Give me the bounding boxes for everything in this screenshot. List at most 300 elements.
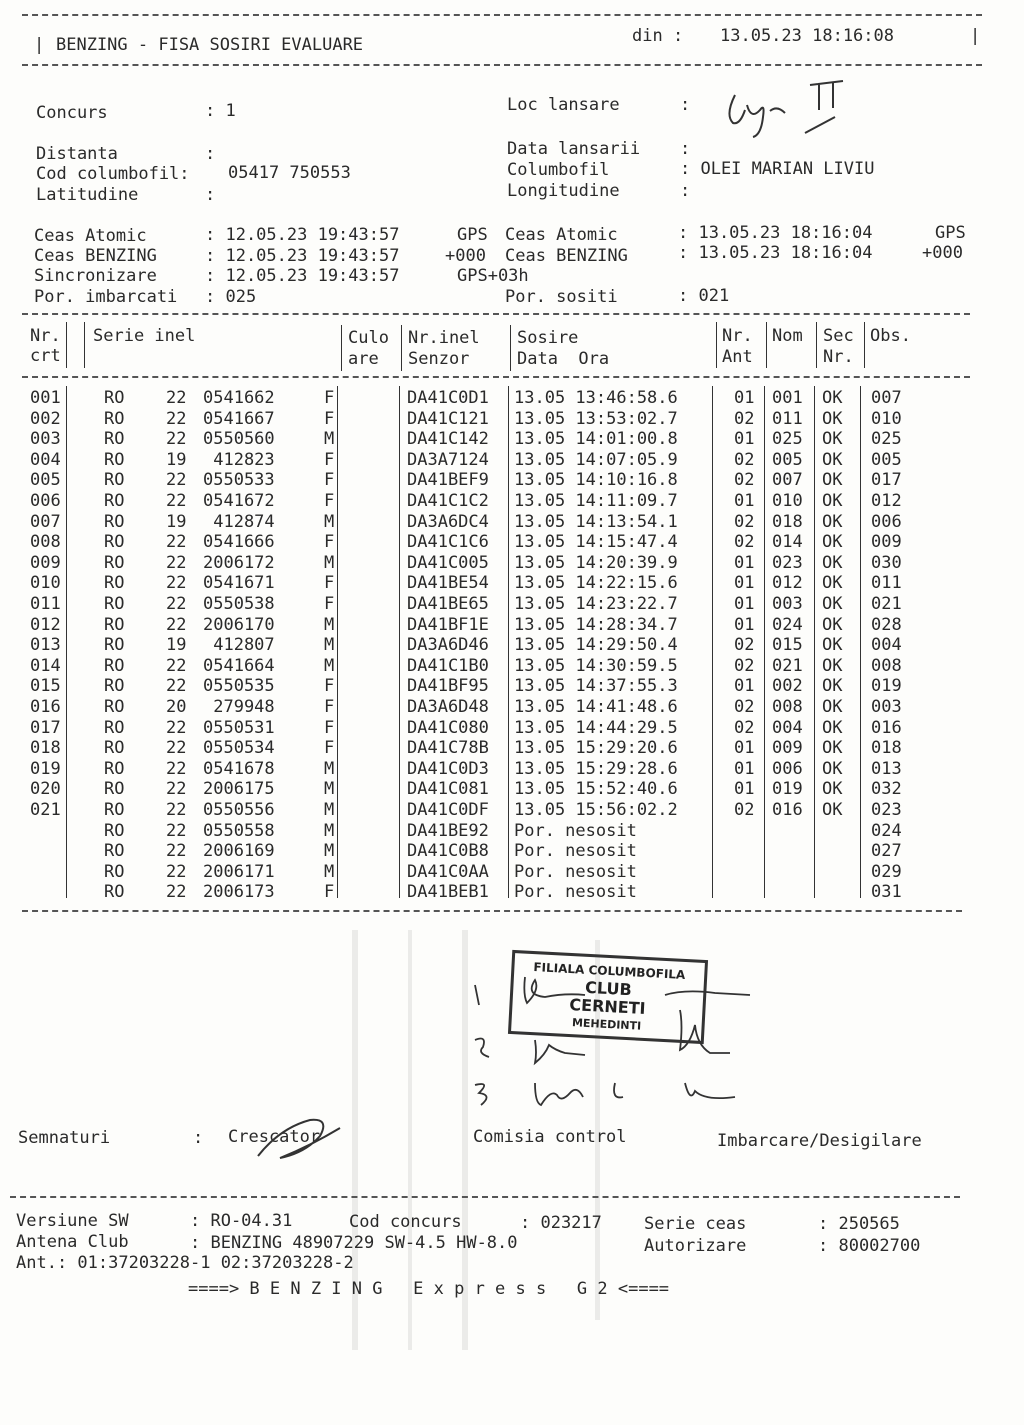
- cell-obs: 024: [871, 820, 902, 841]
- cell-sec: OK: [822, 779, 843, 800]
- cell-nr-crt: 020: [30, 779, 61, 800]
- date-label: din :: [632, 26, 684, 46]
- cell-antenna: 01: [734, 594, 755, 614]
- cell-antenna: 01: [734, 552, 755, 573]
- sincronizare-label: Sincronizare: [34, 266, 157, 286]
- cell-sex: F: [324, 738, 335, 759]
- page-title: BENZING - FISA SOSIRI EVALUARE: [56, 35, 364, 55]
- table-row: [0, 388, 1024, 408]
- cell-sec: OK: [822, 697, 843, 717]
- cell-country: RO: [104, 697, 125, 717]
- cell-obs: 021: [871, 594, 902, 614]
- cell-arrival: 13.05 14:10:16.8: [514, 470, 678, 491]
- cell-nr-crt: 011: [30, 594, 61, 614]
- cell-country: RO: [104, 573, 125, 594]
- ceas-atomic-label: Ceas Atomic: [34, 226, 147, 246]
- col-header-nrinel: Nr.inel: [408, 328, 480, 348]
- cell-nom: 003: [772, 594, 803, 614]
- ceas-atomic-value: : 12.05.23 19:43:57: [205, 225, 400, 245]
- cell-sec: OK: [822, 717, 843, 738]
- cell-country: RO: [104, 717, 125, 738]
- cell-sensor: DA41BEF9: [407, 470, 489, 491]
- cell-country: RO: [104, 552, 125, 573]
- cell-sex: F: [324, 594, 335, 614]
- cell-year: 22: [166, 470, 187, 491]
- latitudine-label: Latitudine: [36, 185, 139, 205]
- cell-country: RO: [104, 635, 125, 656]
- cell-sensor: DA3A7124: [407, 449, 489, 470]
- cell-sec: OK: [822, 758, 843, 779]
- cell-ring: 412823: [203, 449, 275, 470]
- express-line: ====> B E N Z I N G E x p r e s s G 2 <====: [188, 1279, 670, 1299]
- cell-sex: F: [324, 449, 335, 470]
- cell-antenna: 02: [734, 449, 755, 470]
- cell-sec: OK: [822, 532, 843, 553]
- cell-nom: 014: [772, 532, 803, 553]
- por-imbarcati-value: : 025: [205, 287, 257, 307]
- columbofil-label: Columbofil: [507, 160, 610, 180]
- header-bar-left: |: [34, 35, 45, 55]
- data-lansarii-label: Data lansarii: [507, 139, 641, 159]
- table-row: [0, 676, 1024, 696]
- date-value: 13.05.23 18:16:08: [720, 26, 894, 46]
- cell-year: 20: [166, 697, 187, 717]
- cell-sensor: DA41C005: [407, 552, 489, 573]
- cell-sec: OK: [822, 738, 843, 759]
- cell-obs: 013: [871, 758, 902, 779]
- table-row: [0, 759, 1024, 779]
- cell-ring: 412807: [203, 635, 275, 656]
- col-header-senzor: Senzor: [408, 349, 470, 369]
- cell-arrival: 13.05 14:23:22.7: [514, 594, 678, 614]
- cell-antenna: 02: [734, 655, 755, 676]
- versiune-label: Versiune SW: [16, 1211, 129, 1231]
- cell-ring: 0541672: [203, 491, 275, 511]
- ceas-benzing-value: : 12.05.23 19:43:57: [205, 246, 400, 266]
- table-row: [0, 635, 1024, 655]
- cell-year: 22: [166, 614, 187, 635]
- cell-sensor: DA41C0AA: [407, 861, 489, 882]
- cell-arrival: Por. nesosit: [514, 841, 637, 862]
- distanta-sep: :: [205, 144, 216, 164]
- table-row: [0, 841, 1024, 861]
- cell-nom: 006: [772, 758, 803, 779]
- cell-sensor: DA41C1B0: [407, 655, 489, 676]
- cell-arrival: 13.05 13:53:02.7: [514, 408, 678, 429]
- table-row: [0, 615, 1024, 635]
- cell-sex: M: [324, 552, 335, 573]
- cell-nom: 005: [772, 449, 803, 470]
- stamp-line-1: FILIALA COLUMBOFILA: [533, 960, 686, 983]
- col-header-are: are: [348, 349, 379, 369]
- cell-obs: 019: [871, 676, 902, 697]
- cell-year: 22: [166, 532, 187, 553]
- cell-obs: 010: [871, 408, 902, 429]
- cell-sec: OK: [822, 491, 843, 511]
- cell-antenna: 01: [734, 491, 755, 511]
- cell-nr-crt: 008: [30, 532, 61, 553]
- autorizare-label: Autorizare: [644, 1236, 747, 1256]
- cell-country: RO: [104, 738, 125, 759]
- cell-obs: 032: [871, 779, 902, 800]
- divider: [22, 313, 970, 315]
- cod-columbofil-label: Cod columbofil:: [36, 164, 190, 184]
- cell-obs: 018: [871, 738, 902, 759]
- columbofil-value: : OLEI MARIAN LIVIU: [680, 159, 875, 179]
- cell-obs: 009: [871, 532, 902, 553]
- cell-sec: OK: [822, 552, 843, 573]
- cell-sec: OK: [822, 429, 843, 450]
- ceas-atomic-right-suffix: GPS: [935, 223, 966, 243]
- cell-ring: 0550531: [203, 717, 275, 738]
- crescator-label: Crescator: [228, 1127, 321, 1147]
- antena-value: : BENZING 48907229 SW-4.5 HW-8.0: [190, 1233, 518, 1253]
- cell-nr-crt: 004: [30, 449, 61, 470]
- cell-antenna: 01: [734, 676, 755, 697]
- por-imbarcati-label: Por. imbarcati: [34, 287, 178, 307]
- cell-year: 22: [166, 655, 187, 676]
- cod-concurs-label: Cod concurs: [349, 1212, 462, 1232]
- cell-antenna: 02: [734, 800, 755, 820]
- stamp-line-3: CERNETI: [568, 995, 647, 1018]
- cell-sex: M: [324, 635, 335, 656]
- cell-ring: 2006170: [203, 614, 275, 635]
- cell-arrival: 13.05 14:15:47.4: [514, 532, 678, 553]
- longitudine-label: Longitudine: [507, 181, 620, 201]
- cell-sensor: DA41BEB1: [407, 882, 489, 903]
- cell-nr-crt: 016: [30, 697, 61, 717]
- cell-sensor: DA41C080: [407, 717, 489, 738]
- cell-nr-crt: 010: [30, 573, 61, 594]
- stamp-line-2: CLUB: [584, 977, 633, 1000]
- cell-ring: 279948: [203, 697, 275, 717]
- cell-obs: 016: [871, 717, 902, 738]
- col-divider: [401, 325, 402, 371]
- stamp-line-4: MEHEDINTI: [571, 1016, 642, 1033]
- cell-sex: M: [324, 614, 335, 635]
- cell-year: 22: [166, 408, 187, 429]
- divider: [22, 64, 982, 66]
- cell-sex: F: [324, 573, 335, 594]
- cell-sex: F: [324, 532, 335, 553]
- cell-antenna: 02: [734, 532, 755, 553]
- cell-nr-crt: 015: [30, 676, 61, 697]
- cell-arrival: 13.05 15:29:28.6: [514, 758, 678, 779]
- cell-nom: 016: [772, 800, 803, 820]
- cell-sensor: DA41C0DF: [407, 800, 489, 820]
- distanta-label: Distanta: [36, 144, 118, 164]
- cell-country: RO: [104, 614, 125, 635]
- cell-sex: F: [324, 388, 335, 408]
- cell-sec: OK: [822, 655, 843, 676]
- cell-obs: 005: [871, 449, 902, 470]
- cell-obs: 027: [871, 841, 902, 862]
- cell-sex: M: [324, 841, 335, 862]
- cell-obs: 008: [871, 655, 902, 676]
- cell-antenna: 02: [734, 511, 755, 532]
- cell-nom: 025: [772, 429, 803, 450]
- cell-ring: 2006169: [203, 841, 275, 862]
- cell-country: RO: [104, 470, 125, 491]
- cell-obs: 028: [871, 614, 902, 635]
- cell-country: RO: [104, 532, 125, 553]
- cod-concurs-value: : 023217: [520, 1213, 602, 1233]
- cod-columbofil-value: 05417 750553: [228, 163, 351, 183]
- cell-ring: 2006175: [203, 779, 275, 800]
- serie-ceas-value: : 250565: [818, 1214, 900, 1234]
- longitudine-sep: :: [680, 181, 691, 201]
- cell-antenna: 01: [734, 758, 755, 779]
- table-row: [0, 450, 1024, 470]
- cell-year: 19: [166, 511, 187, 532]
- cell-sec: OK: [822, 449, 843, 470]
- cell-year: 22: [166, 758, 187, 779]
- cell-sec: OK: [822, 594, 843, 614]
- serie-ceas-label: Serie ceas: [644, 1214, 747, 1234]
- cell-obs: 004: [871, 635, 902, 656]
- cell-arrival: Por. nesosit: [514, 882, 637, 903]
- cell-sex: F: [324, 470, 335, 491]
- cell-sex: M: [324, 511, 335, 532]
- cell-arrival: 13.05 14:22:15.6: [514, 573, 678, 594]
- cell-nom: 008: [772, 697, 803, 717]
- cell-year: 22: [166, 491, 187, 511]
- cell-nr-crt: 002: [30, 408, 61, 429]
- cell-nr-crt: 003: [30, 429, 61, 450]
- cell-sensor: DA41C0B8: [407, 841, 489, 862]
- cell-ring: 0541666: [203, 532, 275, 553]
- col-divider: [766, 322, 767, 368]
- cell-ring: 0550538: [203, 594, 275, 614]
- cell-antenna: 01: [734, 429, 755, 450]
- cell-nr-crt: 001: [30, 388, 61, 408]
- cell-nr-crt: 021: [30, 800, 61, 820]
- por-sositi-value: : 021: [678, 286, 730, 306]
- cell-arrival: 13.05 14:13:54.1: [514, 511, 678, 532]
- comisia-label: Comisia control: [473, 1127, 627, 1147]
- table-row: [0, 656, 1024, 676]
- cell-year: 22: [166, 552, 187, 573]
- cell-ring: 0550535: [203, 676, 275, 697]
- cell-arrival: 13.05 13:46:58.6: [514, 388, 678, 408]
- cell-country: RO: [104, 841, 125, 862]
- cell-obs: 011: [871, 573, 902, 594]
- table-row: [0, 779, 1024, 799]
- col-header-sec-nr: Nr.: [823, 347, 854, 367]
- ceas-benzing-right-suffix: +000: [922, 243, 963, 263]
- cell-ring: 0550556: [203, 800, 275, 820]
- col-divider: [864, 322, 865, 368]
- imbarcare-label: Imbarcare/Desigilare: [717, 1131, 922, 1151]
- cell-nom: 009: [772, 738, 803, 759]
- cell-sex: F: [324, 676, 335, 697]
- table-row: [0, 573, 1024, 593]
- cell-antenna: 01: [734, 738, 755, 759]
- ceas-atomic-suffix: GPS: [457, 225, 488, 245]
- col-header-nom: Nom: [772, 326, 803, 346]
- col-divider: [341, 325, 342, 371]
- cell-year: 22: [166, 882, 187, 903]
- cell-obs: 029: [871, 861, 902, 882]
- cell-ring: 2006172: [203, 552, 275, 573]
- cell-sensor: DA41C0D1: [407, 388, 489, 408]
- cell-country: RO: [104, 820, 125, 841]
- cell-nom: 012: [772, 573, 803, 594]
- cell-year: 22: [166, 861, 187, 882]
- signatures-sep: :: [193, 1128, 204, 1148]
- cell-sec: OK: [822, 676, 843, 697]
- cell-sex: F: [324, 717, 335, 738]
- table-row: [0, 821, 1024, 841]
- cell-nr-crt: 009: [30, 552, 61, 573]
- cell-sensor: DA41BE92: [407, 820, 489, 841]
- cell-nom: 023: [772, 552, 803, 573]
- cell-country: RO: [104, 449, 125, 470]
- table-row: [0, 862, 1024, 882]
- divider: [22, 910, 962, 912]
- cell-nr-crt: 018: [30, 738, 61, 759]
- col-divider: [816, 322, 817, 368]
- cell-obs: 023: [871, 800, 902, 820]
- handwritten-signatures: [465, 965, 765, 1115]
- cell-nom: 011: [772, 408, 803, 429]
- col-divider: [84, 322, 85, 368]
- cell-sex: F: [324, 882, 335, 903]
- table-row: [0, 800, 1024, 820]
- cell-ring: 0541662: [203, 388, 275, 408]
- versiune-value: : RO-04.31: [190, 1211, 293, 1231]
- divider: [10, 1196, 960, 1198]
- cell-sec: OK: [822, 635, 843, 656]
- cell-sex: F: [324, 697, 335, 717]
- cell-ring: 0550558: [203, 820, 275, 841]
- cell-nom: 004: [772, 717, 803, 738]
- cell-country: RO: [104, 655, 125, 676]
- cell-arrival: 13.05 14:44:29.5: [514, 717, 678, 738]
- cell-sex: F: [324, 408, 335, 429]
- cell-antenna: 02: [734, 635, 755, 656]
- cell-year: 22: [166, 594, 187, 614]
- cell-nr-crt: 013: [30, 635, 61, 656]
- cell-arrival: 13.05 14:20:39.9: [514, 552, 678, 573]
- cell-sensor: DA41C0D3: [407, 758, 489, 779]
- cell-ring: 0541678: [203, 758, 275, 779]
- cell-sec: OK: [822, 614, 843, 635]
- cell-arrival: Por. nesosit: [514, 861, 637, 882]
- cell-sex: M: [324, 429, 335, 450]
- cell-nr-crt: 017: [30, 717, 61, 738]
- col-header-ant-nr: Nr.: [722, 326, 753, 346]
- cell-antenna: 02: [734, 697, 755, 717]
- cell-ring: 412874: [203, 511, 275, 532]
- cell-ring: 0541664: [203, 655, 275, 676]
- cell-antenna: 01: [734, 573, 755, 594]
- cell-nr-crt: 019: [30, 758, 61, 779]
- cell-year: 22: [166, 779, 187, 800]
- cell-country: RO: [104, 676, 125, 697]
- cell-country: RO: [104, 429, 125, 450]
- cell-nom: 018: [772, 511, 803, 532]
- cell-ring: 0541667: [203, 408, 275, 429]
- cell-sex: M: [324, 861, 335, 882]
- cell-sec: OK: [822, 388, 843, 408]
- cell-obs: 007: [871, 388, 902, 408]
- col-header-data-ora: Data Ora: [517, 349, 610, 369]
- cell-obs: 003: [871, 697, 902, 717]
- col-header-obs: Obs.: [870, 326, 911, 346]
- cell-ring: 2006171: [203, 861, 275, 882]
- cell-nom: 024: [772, 614, 803, 635]
- table-row: [0, 553, 1024, 573]
- cell-country: RO: [104, 800, 125, 820]
- table-row: [0, 470, 1024, 490]
- cell-antenna: 02: [734, 717, 755, 738]
- cell-arrival: Por. nesosit: [514, 820, 637, 841]
- cell-year: 22: [166, 820, 187, 841]
- cell-arrival: 13.05 14:11:09.7: [514, 491, 678, 511]
- cell-sec: OK: [822, 573, 843, 594]
- cell-country: RO: [104, 758, 125, 779]
- cell-year: 19: [166, 635, 187, 656]
- cell-country: RO: [104, 594, 125, 614]
- cell-country: RO: [104, 779, 125, 800]
- cell-nom: 019: [772, 779, 803, 800]
- table-row: [0, 491, 1024, 511]
- cell-year: 22: [166, 388, 187, 408]
- cell-country: RO: [104, 491, 125, 511]
- ceas-benzing-right-value: : 13.05.23 18:16:04: [678, 243, 873, 263]
- cell-country: RO: [104, 882, 125, 903]
- table-row: [0, 882, 1024, 902]
- table-row: [0, 718, 1024, 738]
- data-lansarii-sep: :: [680, 139, 691, 159]
- cell-year: 22: [166, 573, 187, 594]
- cell-antenna: 01: [734, 614, 755, 635]
- cell-sec: OK: [822, 800, 843, 820]
- cell-nom: 015: [772, 635, 803, 656]
- col-header-sec: Sec: [823, 326, 854, 346]
- autorizare-value: : 80002700: [818, 1236, 921, 1256]
- table-row: [0, 532, 1024, 552]
- cell-ring: 0550534: [203, 738, 275, 759]
- cell-sensor: DA3A6D48: [407, 697, 489, 717]
- cell-year: 22: [166, 738, 187, 759]
- cell-sex: M: [324, 820, 335, 841]
- ceas-benzing-suffix: +000: [445, 246, 486, 266]
- cell-arrival: 13.05 15:29:20.6: [514, 738, 678, 759]
- cell-antenna: 01: [734, 779, 755, 800]
- cell-ring: 2006173: [203, 882, 275, 903]
- col-header-ant: Ant: [722, 347, 753, 367]
- loc-lansare-label: Loc lansare: [507, 95, 620, 115]
- concurs-label: Concurs: [36, 103, 108, 123]
- cell-nr-crt: 006: [30, 491, 61, 511]
- cell-sex: M: [324, 655, 335, 676]
- cell-country: RO: [104, 861, 125, 882]
- cell-ring: 0550533: [203, 470, 275, 491]
- crescator-signature: [250, 1108, 350, 1168]
- cell-arrival: 13.05 15:56:02.2: [514, 800, 678, 820]
- cell-ring: 0550560: [203, 429, 275, 450]
- table-row: [0, 738, 1024, 758]
- cell-sec: OK: [822, 511, 843, 532]
- latitudine-sep: :: [205, 185, 216, 205]
- cell-arrival: 13.05 14:28:34.7: [514, 614, 678, 635]
- por-sositi-label: Por. sositi: [505, 287, 618, 307]
- cell-year: 22: [166, 717, 187, 738]
- cell-country: RO: [104, 511, 125, 532]
- col-header-crt: crt: [30, 346, 61, 366]
